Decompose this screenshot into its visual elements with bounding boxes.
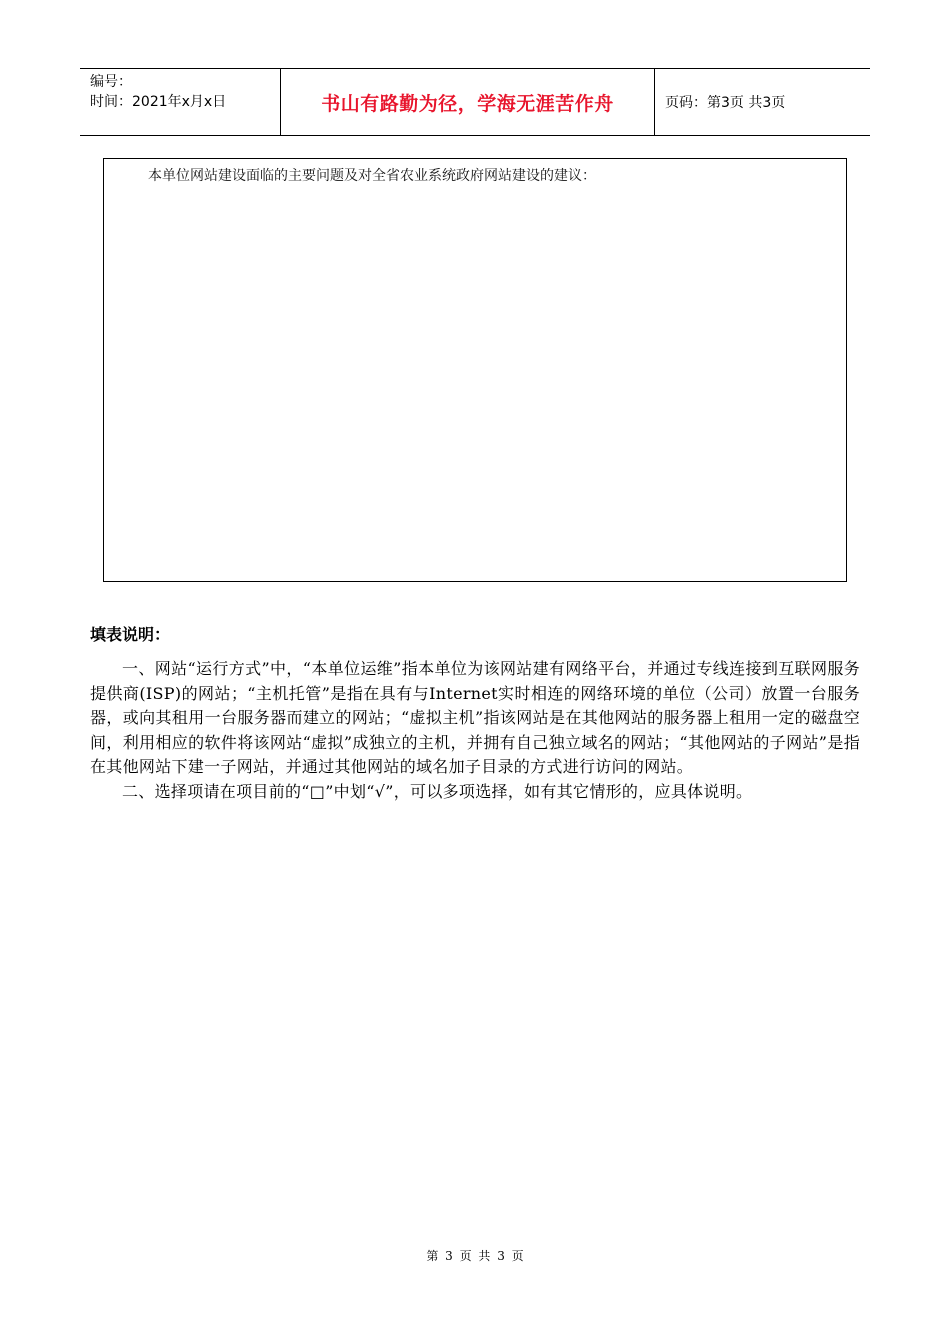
header-meta-cell [80,69,281,135]
document-date-label: 时间：2021年x月x日 [90,94,227,110]
header-motto-cell [281,69,655,135]
document-number-label: 编号： [90,74,132,90]
instruction-paragraph-2: 二、选择项请在项目前的“□”中划“√”，可以多项选择，如有其它情形的，应具体说明。 [122,781,753,801]
motto-text: 书山有路勤为径，学海无涯苦作舟 [321,92,614,115]
suggestion-box[interactable] [103,158,847,582]
instruction-paragraph-1: 一、网站“运行方式”中，“本单位运维”指本单位为该网站建有网络平台，并通过专线连接到互联网服务提供商(ISP)的网站；“主机托管”是指在具有与Internet实时相连的网络环境的单位（公司）放置一台服务器，或向其租用一台服务器而建立的网站；“虚拟主机”指该网站是在其他网站的服务器上租用一定的磁盘空间，利用相应的软件将该网站“虚拟”成独立的主机，并拥有自己独立域名的网站；“其他网站的子网站”是指在其他网站下建一子网站，并通过其他网站的域名加子目录的方式进行访问的网站。 [90,659,860,776]
filling-instructions [90,622,860,804]
header-page-info: 页码：第3页 共3页 [665,95,786,111]
instructions-title: 填表说明： [90,625,171,644]
suggestion-prompt: 本单位网站建设面临的主要问题及对全省农业系统政府网站建设的建议： [148,168,596,184]
header-page-cell [655,69,870,135]
page-footer: 第 3 页 共 3 页 [426,1249,524,1263]
page-header [80,68,870,136]
